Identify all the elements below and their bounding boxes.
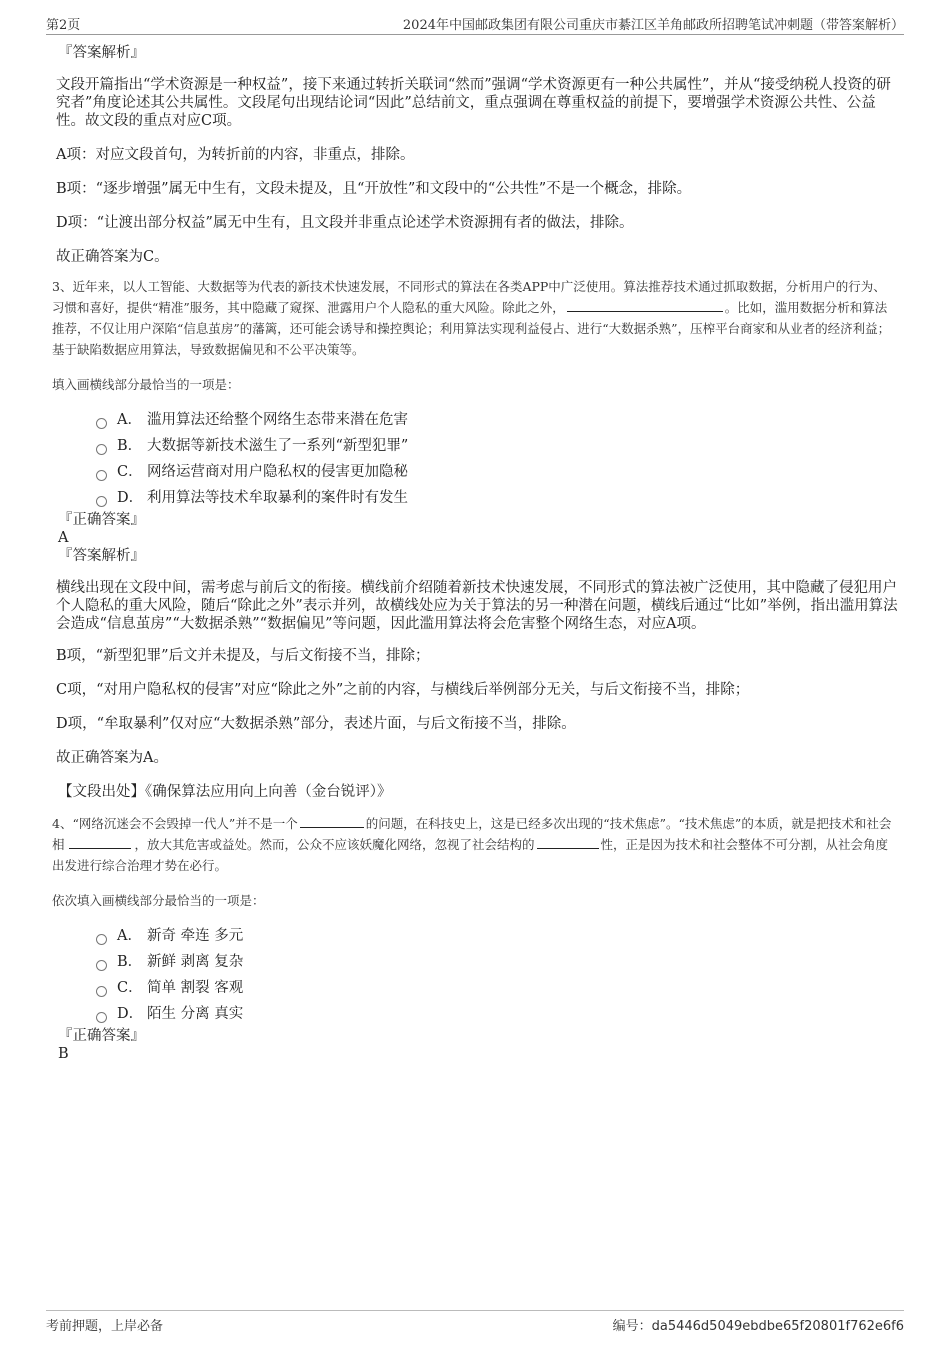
q3-stem-part1: 3、近年来，以人工智能、大数据等为代表的新技术快速发展，不同形式的算法在各类APP中广泛使用。算法推荐技术通过抓取数据，分析用户的行为、习惯和喜好，提供“精准”服务，其中隐藏了窥探、泄露用户个人隐私的重大风险。除此之外，: [52, 279, 886, 315]
radio-icon[interactable]: [96, 470, 107, 481]
radio-icon[interactable]: [96, 934, 107, 945]
q3-option-d-analysis: D项，“牟取暴利”仅对应“大数据杀熟”部分，表述片面，与后文衔接不当，排除。: [56, 716, 576, 732]
option-text: 新奇 牵连 多元: [147, 928, 244, 944]
q4-blank-2: [69, 836, 131, 849]
q4-blank-3: [537, 836, 599, 849]
option-letter: C．: [117, 464, 143, 480]
q3-answer: A: [58, 530, 69, 546]
q3-conclusion: 故正确答案为A。: [56, 750, 168, 766]
q2-option-a-analysis: A项：对应文段首句，为转折前的内容，非重点，排除。: [56, 147, 415, 163]
option-letter: C．: [117, 980, 143, 996]
q4-option-b[interactable]: [96, 953, 898, 971]
q3-option-d[interactable]: [96, 489, 898, 507]
q4-prompt: 依次填入画横线部分最恰当的一项是：: [52, 893, 265, 908]
option-text: 新鲜 剥离 复杂: [147, 954, 244, 970]
option-letter: D．: [117, 490, 144, 506]
footer-code-value: da5446d5049ebdbe65f20801f762e6f6: [651, 1319, 904, 1334]
q3-stem: [52, 276, 898, 360]
q3-option-a[interactable]: [96, 411, 898, 429]
page-footer: [46, 1310, 904, 1337]
option-letter: D．: [117, 1006, 144, 1022]
option-letter: A．: [117, 412, 142, 428]
document-title: 2024年中国邮政集团有限公司重庆市綦江区羊角邮政所招聘笔试冲刺题（带答案解析）: [402, 18, 904, 33]
radio-icon[interactable]: [96, 444, 107, 455]
option-text: 简单 割裂 客观: [147, 980, 244, 996]
radio-icon[interactable]: [96, 986, 107, 997]
q4-answer: B: [58, 1046, 69, 1062]
q4-option-d[interactable]: [96, 1005, 898, 1023]
radio-icon[interactable]: [96, 496, 107, 507]
q2-analysis-label: 『答案解析』: [58, 45, 145, 61]
q3-option-c[interactable]: [96, 463, 898, 481]
footer-code-label: 编号：: [612, 1319, 652, 1334]
q4-stem-part-c: ，放大其危害或益处。然而，公众不应该妖魔化网络，忽视了社会结构的: [134, 837, 535, 852]
q4-options: [56, 927, 898, 1023]
q2-option-d-analysis: D项：“让渡出部分权益”属无中生有，且文段并非重点论述学术资源拥有者的做法，排除。: [56, 215, 634, 231]
q4-stem: [52, 813, 898, 876]
footer-code: [613, 1315, 904, 1334]
q4-stem-part-a: 4、“网络沉迷会不会毁掉一代人”并不是一个: [52, 816, 298, 831]
q3-analysis-paragraph: 横线出现在文段中间，需考虑与前后文的衔接。横线前介绍随着新技术快速发展，不同形式的算法被广泛使用，其中隐藏了侵犯用户个人隐私的重大风险，随后“除此之外”表示并列，故横线处应为关于算法的另一种潜在问题，横线后通过“比如”举例，指出滥用算法会造成“信息茧房”“大数据杀熟”“数据偏见”等问题，因此滥用算法将会危害整个网络生态，对应A项。: [56, 580, 898, 632]
q3-option-c-analysis: C项，“对用户隐私权的侵害”对应“除此之外”之前的内容，与横线后举例部分无关，与后文衔接不当，排除；: [56, 682, 750, 698]
option-letter: B．: [117, 954, 143, 970]
option-text: 网络运营商对用户隐私权的侵害更加隐秘: [147, 464, 408, 480]
q4-stem-part-b: 的问题，在科技史上，这是已经多次出现的“技术焦虑”。“技术焦虑”的本质，就是把技术和社会相: [52, 816, 892, 852]
radio-icon[interactable]: [96, 1012, 107, 1023]
q4-answer-label: 『正确答案』: [58, 1028, 145, 1044]
q2-option-b-analysis: B项：“逐步增强”属无中生有，文段未提及，且“开放性”和文段中的“公共性”不是一个概念，排除。: [56, 181, 692, 197]
option-letter: B．: [117, 438, 143, 454]
footer-slogan: 考前押题，上岸必备: [46, 1319, 164, 1334]
page-header: [46, 14, 904, 35]
q3-option-b-analysis: B项，“新型犯罪”后文并未提及，与后文衔接不当，排除；: [56, 648, 430, 664]
q2-conclusion: 故正确答案为C。: [56, 249, 169, 265]
q3-options: [56, 411, 898, 507]
option-text: 滥用算法还给整个网络生态带来潜在危害: [147, 412, 408, 428]
option-text: 利用算法等技术牟取暴利的案件时有发生: [147, 490, 408, 506]
option-letter: A．: [117, 928, 142, 944]
q3-option-b[interactable]: [96, 437, 898, 455]
q3-stem-part2: 。比如，滥用数据分析和算法推荐，不仅让用户深陷“信息茧房”的藩篱，还可能会诱导和操控舆论；利用算法实现利益侵占、进行“大数据杀熟”，压榨平台商家和从业者的经济利益；基于缺陷数据应用算法，导致数据偏见和不公平决策等。: [52, 300, 891, 357]
page-content: [52, 44, 898, 1063]
q3-analysis-label: 『答案解析』: [58, 548, 145, 564]
q3-prompt: 填入画横线部分最恰当的一项是：: [52, 377, 240, 392]
q4-option-c[interactable]: [96, 979, 898, 997]
q2-analysis-paragraph: 文段开篇指出“学术资源是一种权益”，接下来通过转折关联词“然而”强调“学术资源更有一种公共属性”，并从“接受纳税人投资的研究者”角度论述其公共属性。文段尾句出现结论词“因此”总结前文，重点强调在尊重权益的前提下，要增强学术资源公共性、公益性。故文段的重点对应C项。: [56, 77, 891, 129]
option-text: 大数据等新技术滋生了一系列“新型犯罪”: [147, 438, 409, 454]
option-text: 陌生 分离 真实: [147, 1006, 244, 1022]
radio-icon[interactable]: [96, 418, 107, 429]
radio-icon[interactable]: [96, 960, 107, 971]
q4-blank-1: [300, 815, 364, 828]
q3-source: 【文段出处】《确保算法应用向上向善（金台锐评）》: [58, 784, 392, 800]
q4-option-a[interactable]: [96, 927, 898, 945]
q4-stem-part-d: 性，正是因为技术和社会整体不可分割，从社会角度出发进行综合治理才势在必行。: [52, 837, 889, 873]
page-number: 第2页: [46, 18, 81, 33]
q3-answer-label: 『正确答案』: [58, 512, 145, 528]
q3-blank: [567, 299, 723, 312]
